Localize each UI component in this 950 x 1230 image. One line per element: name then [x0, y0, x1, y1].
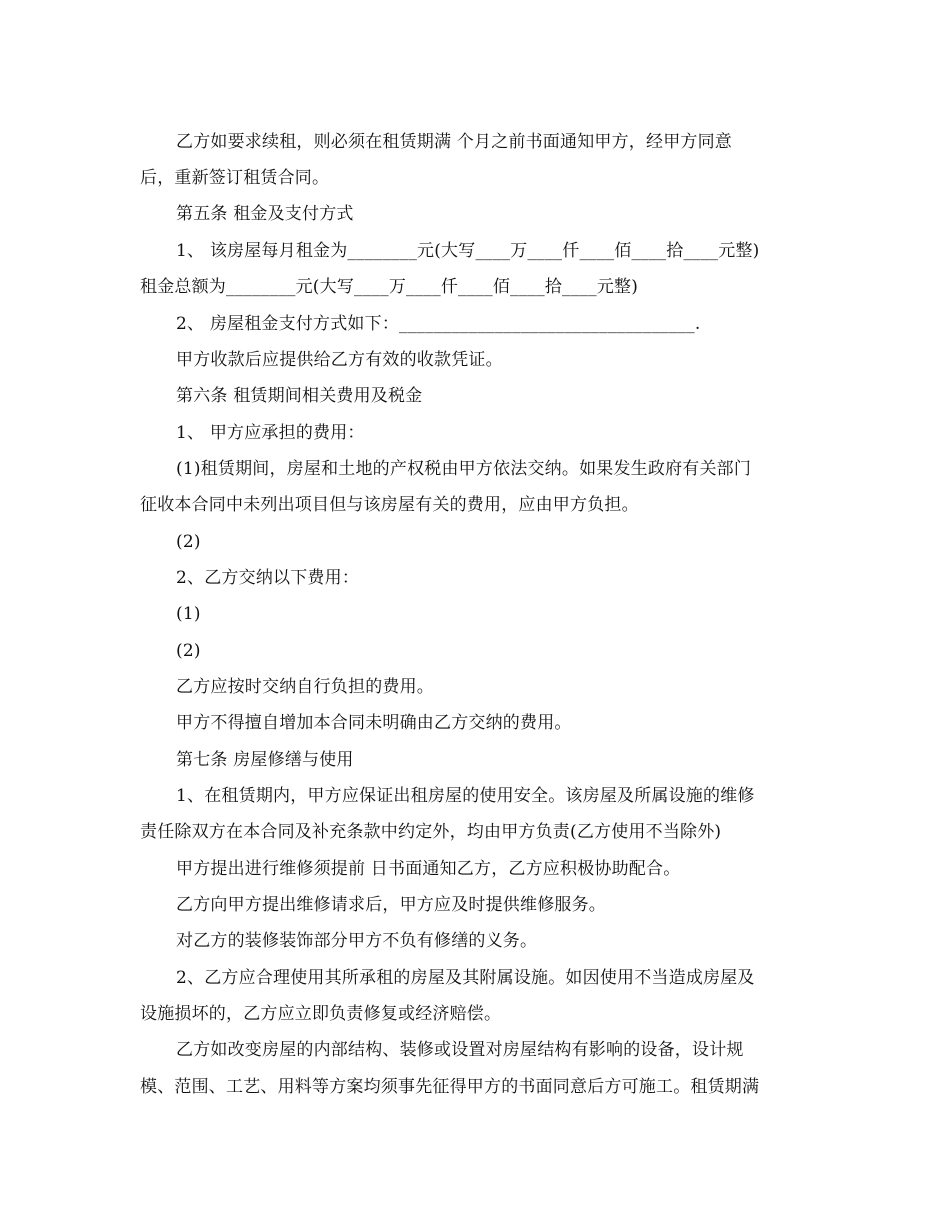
paragraph-line: 设施损坏的，乙方应立即负责修复或经济赔偿。 — [140, 1004, 502, 1024]
list-item: (2) — [176, 641, 201, 661]
paragraph-line: 乙方如改变房屋的内部结构、装修或设置对房屋结构有影响的设备，设计规 — [176, 1040, 744, 1060]
section-heading: 第五条 租金及支付方式 — [176, 204, 354, 224]
paragraph-line: 乙方向甲方提出维修请求后，甲方应及时提供维修服务。 — [176, 895, 606, 915]
paragraph-line: (1)租赁期间，房屋和土地的产权税由甲方依法交纳。如果发生政府有关部门 — [176, 459, 752, 479]
list-item: (2) — [176, 532, 201, 552]
paragraph-line: 对乙方的装修装饰部分甲方不负有修缮的义务。 — [176, 931, 538, 951]
paragraph-line: 模、范围、工艺、用料等方案均须事先征得甲方的书面同意后方可施工。租赁期满 — [140, 1077, 760, 1097]
paragraph-line: 1、 甲方应承担的费用： — [176, 423, 365, 443]
section-heading: 第六条 租赁期间相关费用及税金 — [176, 386, 423, 406]
section-heading: 第七条 房屋修缮与使用 — [176, 750, 354, 770]
paragraph-line: 2、乙方交纳以下费用： — [176, 568, 360, 588]
paragraph-line: 乙方如要求续租，则必须在租赁期满 个月之前书面通知甲方，经甲方同意 — [176, 132, 733, 152]
paragraph-line: 甲方收款后应提供给乙方有效的收款凭证。 — [176, 350, 503, 370]
paragraph-line: 1、 该房屋每月租金为________元(大写____万____仟____佰____拾____元整) — [176, 241, 760, 261]
paragraph-line: 2、乙方应合理使用其所承租的房屋及其附属设施。如因使用不当造成房屋及 — [176, 968, 755, 988]
paragraph-line: 1、在租赁期内，甲方应保证出租房屋的使用安全。该房屋及所属设施的维修 — [176, 786, 755, 806]
paragraph-line: 乙方应按时交纳自行负担的费用。 — [176, 677, 434, 697]
paragraph-line: 甲方不得擅自增加本合同未明确由乙方交纳的费用。 — [176, 713, 572, 733]
list-item: (1) — [176, 604, 201, 624]
paragraph-line: 甲方提出进行维修须提前 日书面通知乙方，乙方应积极协助配合。 — [176, 859, 681, 879]
paragraph-line: 租金总额为________元(大写____万____仟____佰____拾____元整) — [140, 277, 639, 297]
paragraph-line: 后，重新签订租赁合同。 — [140, 168, 330, 188]
paragraph-line: 责任除双方在本合同及补充条款中约定外，均由甲方负责(乙方使用不当除外) — [140, 822, 722, 842]
paragraph-line: 征收本合同中未列出项目但与该房屋有关的费用，应由甲方负担。 — [140, 495, 639, 515]
paragraph-line: 2、 房屋租金支付方式如下：__________________________________. — [176, 314, 701, 334]
